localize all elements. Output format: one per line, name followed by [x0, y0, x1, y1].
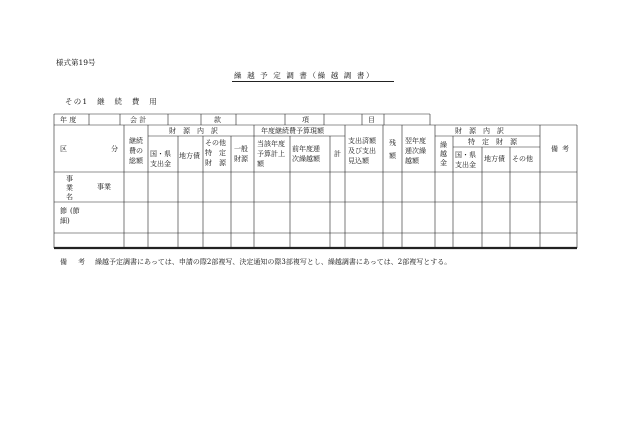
- prev-carryover-line: 次繰越額: [292, 155, 320, 163]
- account-label: 会 計: [130, 116, 147, 124]
- pref-subsidy2-line: 支出金: [455, 161, 476, 169]
- current-budget-line: 額: [257, 160, 264, 168]
- remarks-note-text: 繰越予定調書にあっては、申請の際2部複写、決定通知の際3部複写とし、繰越調書にあっては、2部複写とする。: [95, 258, 452, 266]
- carry-balance-line: 越: [440, 150, 447, 158]
- annual-budget-header: 年度継続費予算現額: [261, 127, 324, 135]
- prev-carryover-line: 前年度逓: [292, 145, 320, 153]
- funding-breakdown-header: 財 源 内 訳: [169, 127, 218, 135]
- project-name-line: 名: [66, 193, 73, 201]
- current-budget-line: 予算計上: [257, 150, 285, 158]
- project-name-line: 事: [66, 175, 73, 183]
- total-cost-line: 総額: [129, 157, 143, 165]
- carry-balance-line: 繰: [440, 141, 447, 149]
- remarks-note: [60, 259, 451, 266]
- other-special-line: 特 定: [205, 149, 226, 157]
- pref-subsidy2-line: 国・県: [455, 151, 476, 159]
- local-bond2-label: 地方債: [484, 155, 505, 163]
- remarks-line: 備: [551, 145, 558, 153]
- remarks-line: 考: [562, 145, 569, 153]
- pref-subsidy-line: 国・県: [150, 150, 171, 158]
- sub-item-label: 項: [302, 116, 309, 124]
- paid-line: 支出済額: [348, 137, 376, 145]
- total-cost-line: 費の: [129, 147, 143, 155]
- other-special-line: 財 源: [205, 159, 226, 167]
- special-funding-header: 特 定 財 源: [468, 138, 517, 146]
- remarks-note-label: 備 考: [60, 258, 87, 266]
- total-cost-line: 継続: [129, 137, 143, 145]
- carry-balance-line: 金: [440, 159, 447, 167]
- other2-label: その他: [512, 155, 533, 163]
- current-budget-line: 当該年度: [257, 140, 285, 148]
- division-label: 分: [111, 145, 118, 153]
- section-row-line: (節: [70, 207, 80, 215]
- subtotal-label: 計: [334, 150, 341, 158]
- section-row-line: 節: [60, 207, 67, 215]
- next-carryover-line: 翌年度: [405, 137, 426, 145]
- form-title: 繰 越 予 定 調 書（繰 越 調 書）: [234, 71, 376, 80]
- form-number: 様式第19号: [56, 58, 96, 67]
- remaining-line: 残: [389, 139, 396, 147]
- pref-subsidy-line: 支出金: [150, 160, 171, 168]
- paid-line: 見込額: [348, 157, 369, 165]
- remaining-line: 額: [389, 152, 396, 160]
- item-label: 款: [214, 116, 221, 124]
- next-carryover-line: 越額: [405, 157, 419, 165]
- general-line: 財源: [234, 155, 248, 163]
- paid-line: 及び支出: [348, 147, 376, 155]
- funding-breakdown2-header: 財 源 内 訳: [455, 127, 504, 135]
- category-label: 区: [60, 145, 67, 153]
- section-label: その1 継 続 費 用: [65, 97, 158, 106]
- detail-label: 目: [368, 116, 375, 124]
- year-label: 年 度: [60, 116, 77, 124]
- project-name-line: 業: [66, 184, 73, 192]
- section-row-line: 細): [60, 217, 70, 225]
- local-bond-label: 地方債: [179, 152, 200, 160]
- other-special-line: その他: [205, 139, 226, 147]
- general-line: 一般: [234, 145, 248, 153]
- project-value: 事業: [97, 183, 111, 191]
- next-carryover-line: 逓次繰: [405, 147, 426, 155]
